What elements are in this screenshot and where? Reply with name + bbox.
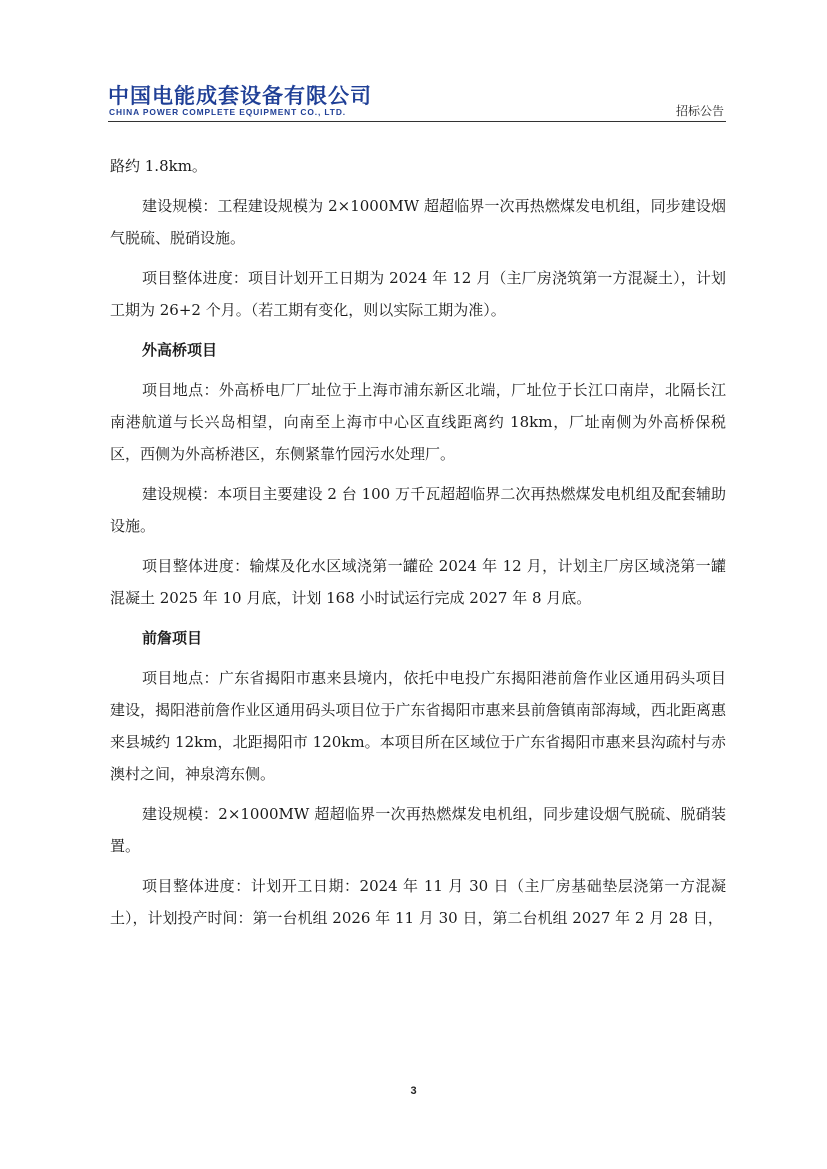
- page-number: 3: [410, 1085, 417, 1097]
- company-logo-chinese: 中国电能成套设备有限公司: [108, 84, 372, 108]
- qianzhan-location-paragraph: 项目地点：广东省揭阳市惠来县境内，依托中电投广东揭阳港前詹作业区通用码头项目建设，揭阳港前詹作业区通用码头项目位于广东省揭阳市惠来县前詹镇南部海域，西北距离惠来县城约 12km，北距揭阳市 120km。本项目所在区域位于广东省揭阳市惠来县沟疏村与赤澳村之间，神泉湾东侧。: [110, 669, 726, 783]
- document-body: [110, 150, 726, 942]
- header-divider: [108, 121, 726, 122]
- intro-fragment: 路约 1.8km。: [110, 157, 207, 175]
- company-logo-english: CHINA POWER COMPLETE EQUIPMENT CO., LTD.: [109, 107, 346, 117]
- document-type-label: 招标公告: [675, 104, 724, 118]
- qianzhan-heading: 前詹项目: [142, 629, 203, 647]
- qianzhan-scale-paragraph: 建设规模：2×1000MW 超超临界一次再热燃煤发电机组，同步建设烟气脱硫、脱硝装置。: [110, 805, 726, 855]
- waigaoqiao-location-paragraph: 项目地点：外高桥电厂厂址位于上海市浦东新区北端，厂址位于长江口南岸，北隔长江南港航道与长兴岛相望，向南至上海市中心区直线距离约 18km，厂址南侧为外高桥保税区，西侧为外高桥港区，东侧紧靠竹园污水处理厂。: [110, 381, 726, 463]
- page-header: [108, 80, 726, 124]
- intro-progress-paragraph: 项目整体进度：项目计划开工日期为 2024 年 12 月（主厂房浇筑第一方混凝土），计划工期为 26+2 个月。（若工期有变化，则以实际工期为准）。: [110, 269, 726, 319]
- waigaoqiao-progress-paragraph: 项目整体进度：输煤及化水区域浇第一罐砼 2024 年 12 月，计划主厂房区域浇第一罐混凝土 2025 年 10 月底，计划 168 小时试运行完成 2027 年 8 月底。: [110, 557, 726, 607]
- qianzhan-progress-paragraph: 项目整体进度：计划开工日期：2024 年 11 月 30 日（主厂房基础垫层浇第一方混凝土），计划投产时间：第一台机组 2026 年 11 月 30 日，第二台机组 2027 年 2 月 28 日，: [110, 877, 726, 927]
- waigaoqiao-heading: 外高桥项目: [142, 341, 218, 359]
- intro-scale-paragraph: 建设规模：工程建设规模为 2×1000MW 超超临界一次再热燃煤发电机组，同步建设烟气脱硫、脱硝设施。: [110, 197, 726, 247]
- waigaoqiao-scale-paragraph: 建设规模：本项目主要建设 2 台 100 万千瓦超超临界二次再热燃煤发电机组及配套辅助设施。: [110, 485, 726, 535]
